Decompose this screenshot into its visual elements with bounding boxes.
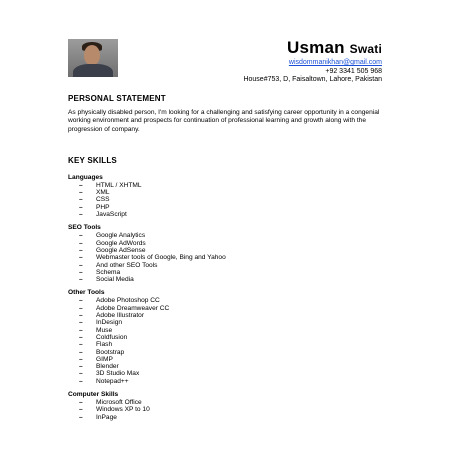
skill-group [68, 224, 388, 283]
skill-item: – Adobe Illustrator [79, 312, 388, 319]
address: House#753, D, Faisaltown, Lahore, Pakistan [243, 76, 382, 83]
skill-item: – Schema [79, 269, 388, 276]
skill-list [68, 182, 388, 218]
skill-list [68, 232, 388, 283]
skill-group-title: Computer Skills [68, 391, 119, 399]
skill-item: – Muse [79, 327, 388, 334]
skill-group-title: SEO Tools [68, 224, 101, 232]
skill-groups [68, 174, 388, 421]
skill-item: – Adobe Dreamweaver CC [79, 305, 388, 312]
skill-item: – CSS [79, 196, 388, 203]
skill-item: – PHP [79, 204, 388, 211]
last-name: Swati [349, 42, 382, 56]
skill-group [68, 391, 388, 421]
profile-photo [68, 39, 118, 77]
skills-title: KEY SKILLS [68, 155, 117, 165]
skill-item: – HTML / XHTML [79, 182, 388, 189]
photo-face [84, 45, 100, 65]
skill-item: – XML [79, 189, 388, 196]
skill-item: – Coldfusion [79, 334, 388, 341]
skill-list [68, 399, 388, 421]
first-name: Usman [287, 38, 345, 57]
skill-item: – Webmaster tools of Google, Bing and Yahoo [79, 254, 388, 261]
skill-item: – And other SEO Tools [79, 262, 388, 269]
skill-item: – Flash [79, 341, 388, 348]
skill-item: – GIMP [79, 356, 388, 363]
skill-item: – Google AdSense [79, 247, 388, 254]
statement-text: As physically disabled person, I'm looking for a challenging and satisfying career opportunity in a congenial working environment and prospects for continuation of professional learning and growth along with the progression of company. [68, 109, 380, 133]
skill-item: – Blender [79, 363, 388, 370]
statement-title: PERSONAL STATEMENT [68, 94, 166, 103]
skill-item: – Windows XP to 10 [79, 406, 388, 413]
photo-shoulders [73, 64, 113, 77]
skill-item: – JavaScript [79, 211, 388, 218]
skill-item: – 3D Studio Max [79, 370, 388, 377]
skill-item: – Google Analytics [79, 232, 388, 239]
skill-item: – Adobe Photoshop CC [79, 297, 388, 304]
skill-group-title: Other Tools [68, 289, 105, 297]
skill-item: – Social Media [79, 276, 388, 283]
skill-group-title: Languages [68, 173, 103, 181]
skill-group [68, 174, 388, 218]
resume-body [68, 94, 388, 421]
skill-item: – Google AdWords [79, 240, 388, 247]
skill-item: – InPage [79, 414, 388, 421]
skill-list [68, 297, 388, 385]
skill-item: – Microsoft Office [79, 399, 388, 406]
phone-number: +92 3341 505 968 [325, 67, 382, 75]
skill-item: – Bootstrap [79, 349, 388, 356]
skill-group [68, 289, 388, 385]
resume-header [243, 38, 382, 85]
email-link[interactable]: wisdommanikhan@gmail.com [288, 59, 382, 66]
skill-item: – Notepad++ [79, 378, 388, 385]
candidate-name [243, 38, 382, 59]
skill-item: – InDesign [79, 319, 388, 326]
